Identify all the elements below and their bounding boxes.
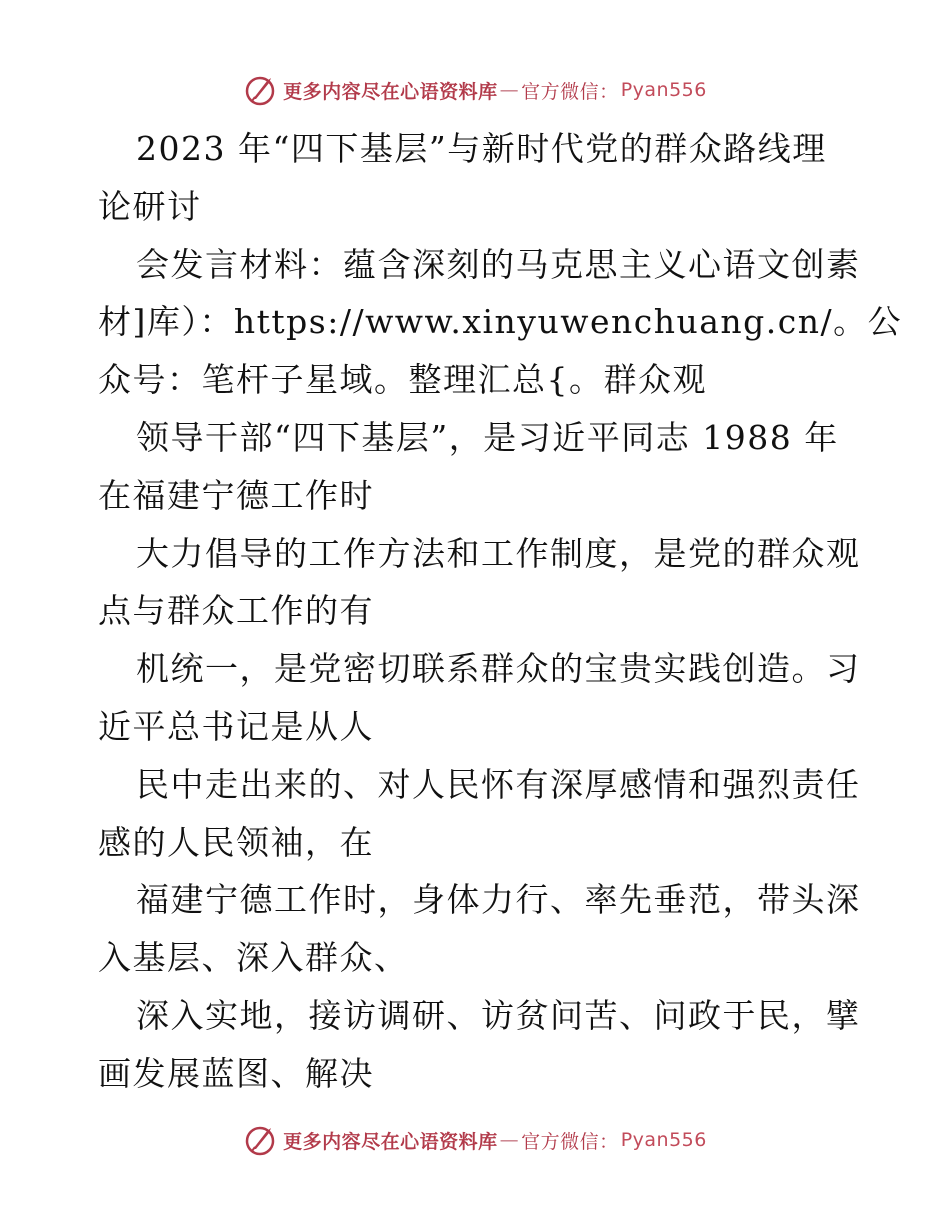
text-line-9: 点与群众工作的有: [98, 591, 374, 631]
banner-main-text: 更多内容尽在心语资料库: [283, 80, 498, 103]
banner-dash: —: [499, 1129, 520, 1151]
quill-pen-icon: [243, 1122, 279, 1158]
text-line-7: 在福建宁德工作时: [98, 475, 374, 515]
banner-text: [283, 77, 707, 104]
text-line-11: 近平总书记是从人: [98, 706, 374, 746]
text-line-4: 材]库）：https://www.xinyuwenchuang.cn/。公: [98, 302, 903, 342]
quill-pen-icon: [243, 72, 279, 108]
text-line-5: 众号：笔杆子星域。整理汇总{。群众观: [98, 360, 707, 400]
text-line-12: 民中走出来的、对人民怀有深厚感情和强烈责任: [136, 764, 861, 804]
text-line-17: 画发展蓝图、解决: [98, 1053, 374, 1093]
text-line-10: 机统一，是党密切联系群众的宝贵实践创造。习: [136, 649, 861, 689]
text-line-8: 大力倡导的工作方法和工作制度，是党的群众观: [136, 533, 861, 573]
banner-dash: —: [499, 79, 520, 101]
text-line-16: 深入实地，接访调研、访贫问苦、问政于民，擘: [136, 995, 861, 1035]
banner-wechat-id: Pyan556: [620, 1129, 707, 1151]
text-line-13: 感的人民领袖，在: [98, 822, 374, 862]
footer-banner: [0, 1118, 950, 1162]
text-line-15: 入基层、深入群众、: [98, 938, 409, 978]
text-line-3: 会发言材料：蕴含深刻的马克思主义心语文创素: [136, 244, 861, 284]
banner-wechat-label: 官方微信：: [521, 80, 619, 103]
header-banner: [0, 68, 950, 112]
banner-wechat-id: Pyan556: [620, 79, 707, 101]
banner-text: [283, 1127, 707, 1154]
text-line-1: 2023 年“四下基层”与新时代党的群众路线理: [136, 129, 827, 168]
document-body: [98, 120, 903, 1103]
text-line-14: 福建宁德工作时，身体力行、率先垂范，带头深: [136, 880, 861, 920]
banner-wechat-label: 官方微信：: [521, 1130, 619, 1153]
banner-main-text: 更多内容尽在心语资料库: [283, 1130, 498, 1153]
text-line-2: 论研讨: [98, 186, 202, 226]
text-line-6: 领导干部“四下基层”，是习近平同志 1988 年: [136, 417, 839, 457]
